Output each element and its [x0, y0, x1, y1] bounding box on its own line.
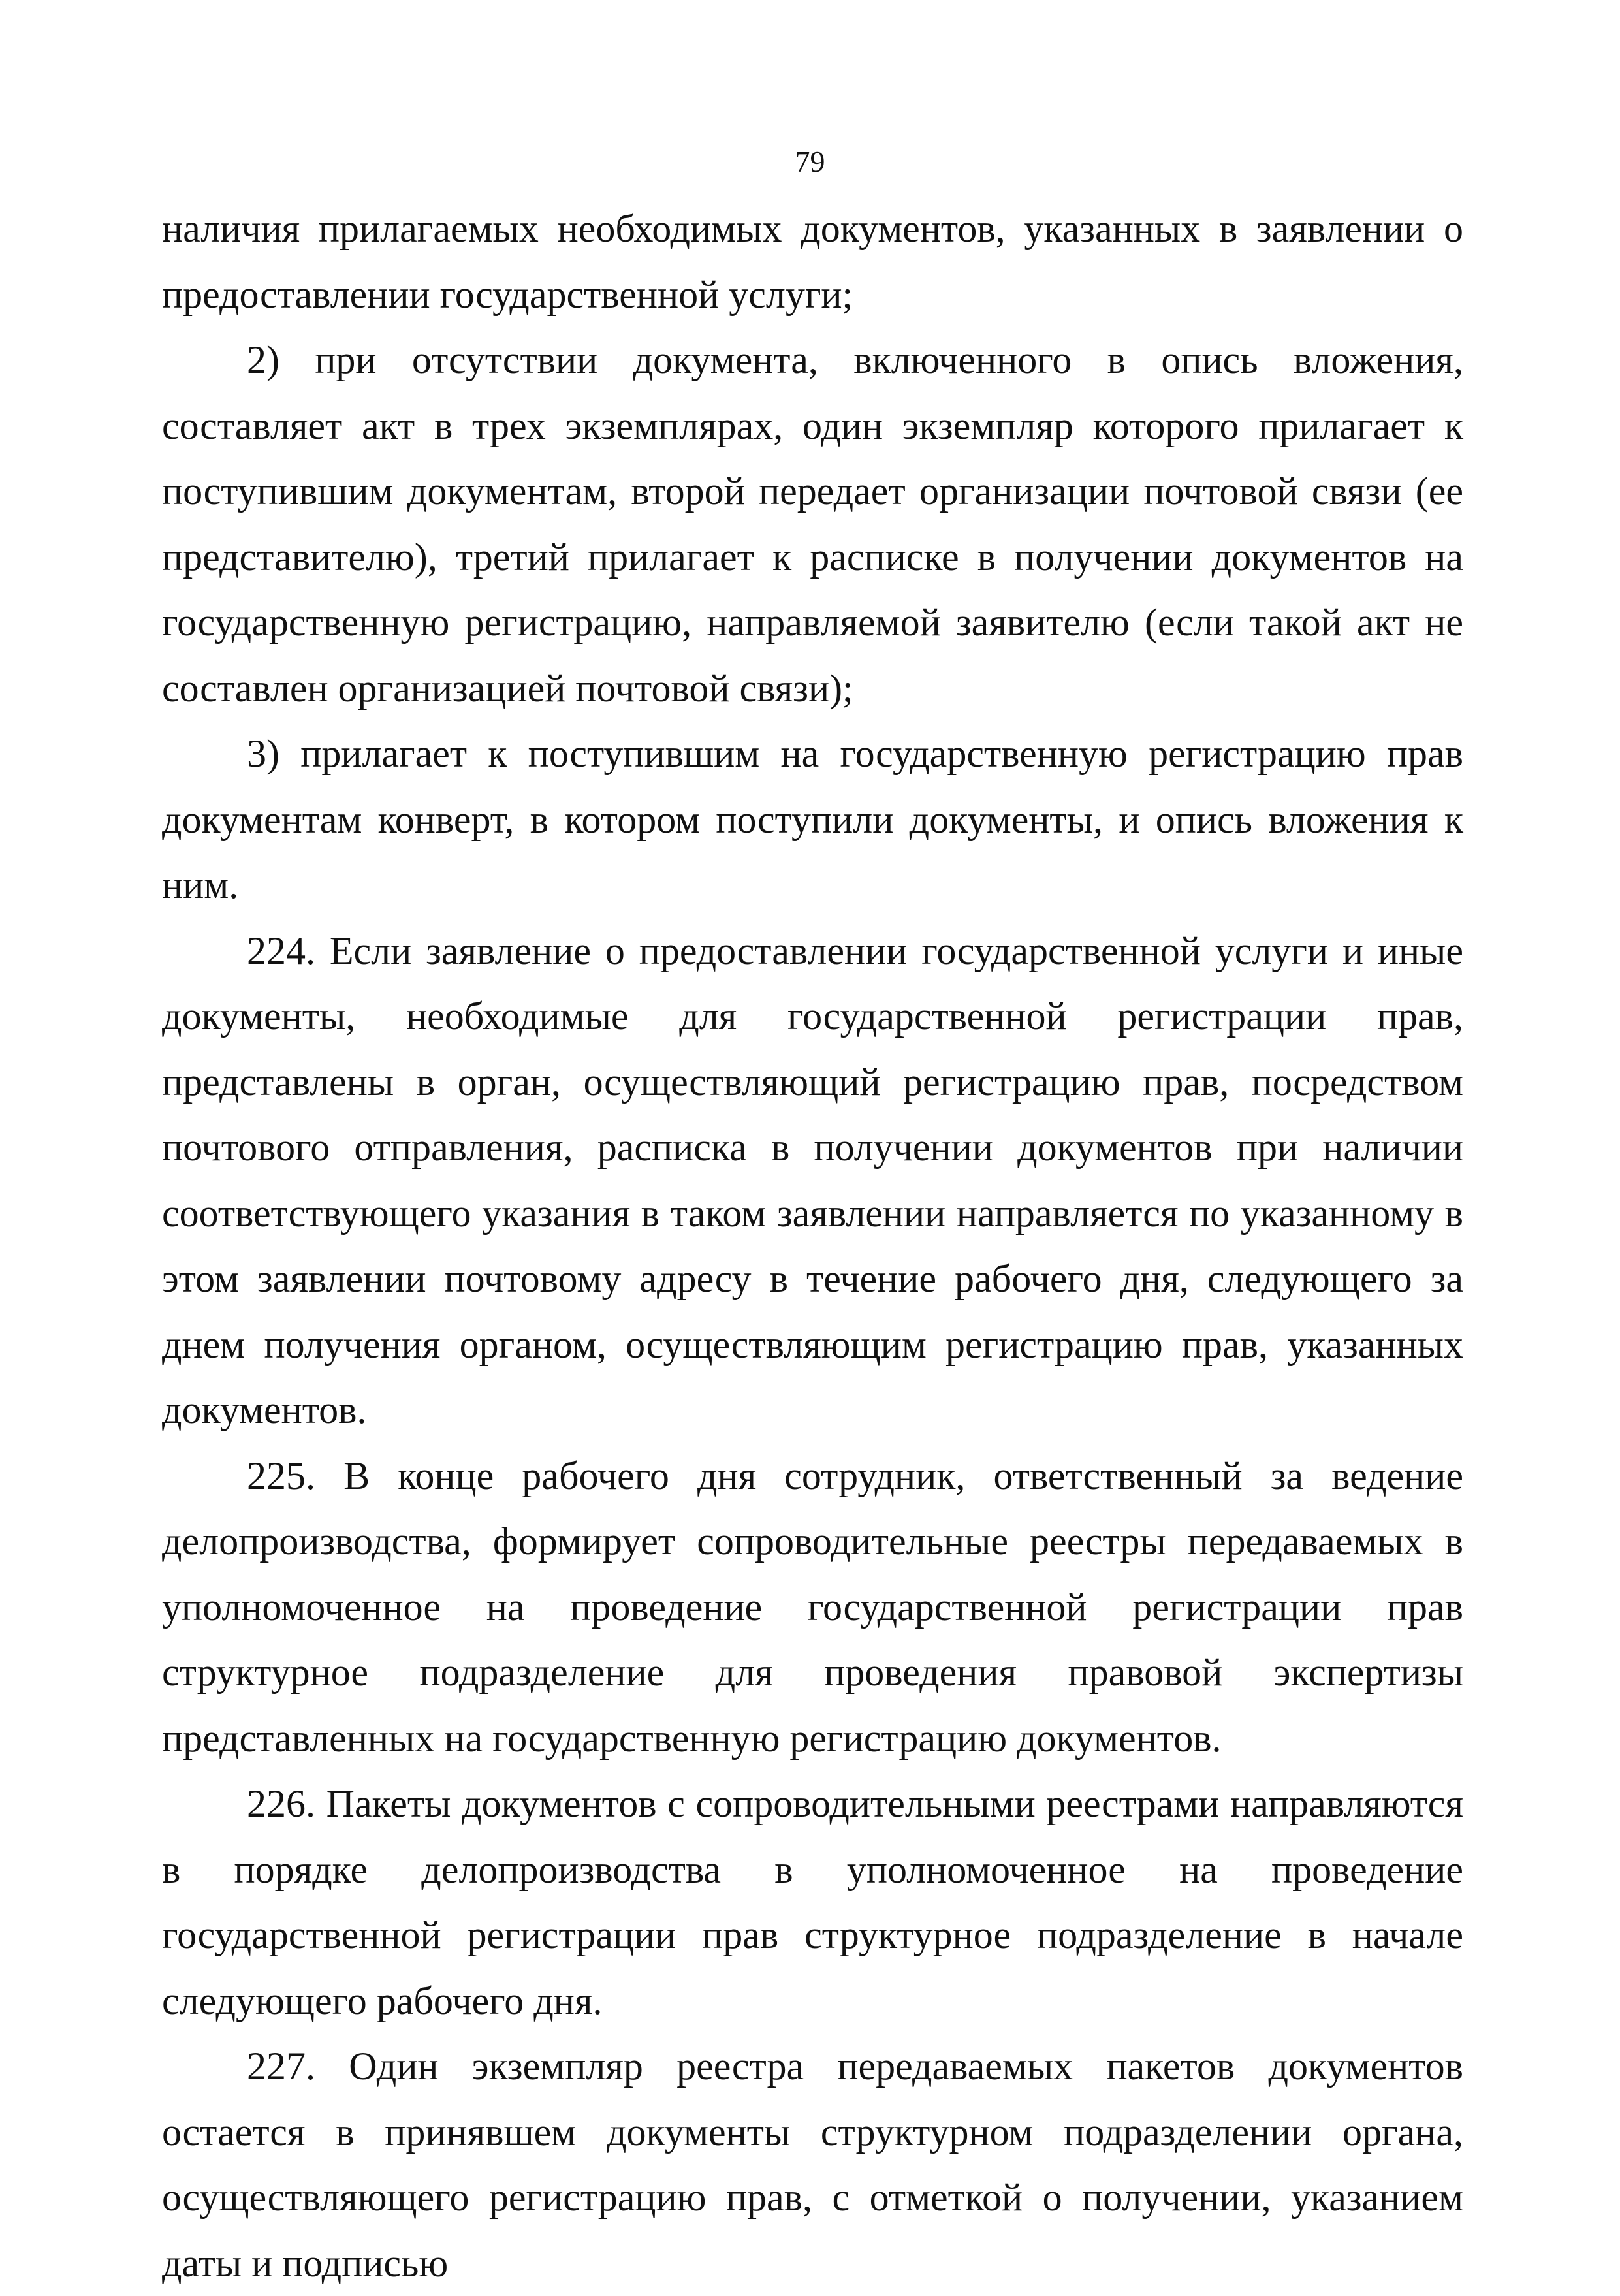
page-number: 79 — [795, 145, 825, 178]
paragraph-clause-225: 225. В конце рабочего дня сотрудник, ответственный за ведение делопроизводства, формирует сопроводительные реестры передаваемых в уполномоченное на проведение государственной регистрации прав структурное подразделение для проведения правовой экспертизы представленных на государственную регистрацию документов. — [162, 1454, 1463, 1760]
paragraph-item-2: 2) при отсутствии документа, включенного в опись вложения, составляет акт в трех экземплярах, один экземпляр которого прилагает к поступившим документам, второй передает организации почтовой связи (ее представителю), третий прилагает к расписке в получении документов на государственную регистрацию, направляемой заявителю (если такой акт не составлен организацией почтовой связи); — [162, 338, 1463, 710]
paragraph-clause-226: 226. Пакеты документов с сопроводительными реестрами направляются в порядке делопроизводства в уполномоченное на проведение государственной регистрации прав структурное подразделение в начале следующего рабочего дня. — [162, 1782, 1463, 2022]
paragraph-item-3: 3) прилагает к поступившим на государственную регистрацию прав документам конверт, в котором поступили документы, и опись вложения к ним. — [162, 732, 1463, 906]
paragraph-continuation: наличия прилагаемых необходимых документов, указанных в заявлении о предоставлении государственной услуги; — [162, 207, 1463, 316]
paragraph-clause-227: 227. Один экземпляр реестра передаваемых пакетов документов остается в принявшем документы структурном подразделении органа, осуществляющего регистрацию прав, с отметкой о получении, указанием даты и подписью — [162, 2045, 1463, 2285]
paragraph-clause-224: 224. Если заявление о предоставлении государственной услуги и иные документы, необходимые для государственной регистрации прав, представлены в орган, осуществляющий регистрацию прав, посредством почтового отправления, расписка в получении документов при наличии соответствующего указания в таком заявлении направляется по указанному в этом заявлении почтовому адресу в течение рабочего дня, следующего за днем получения органом, осуществляющим регистрацию прав, указанных документов. — [162, 929, 1463, 1431]
document-body — [162, 196, 1463, 2296]
